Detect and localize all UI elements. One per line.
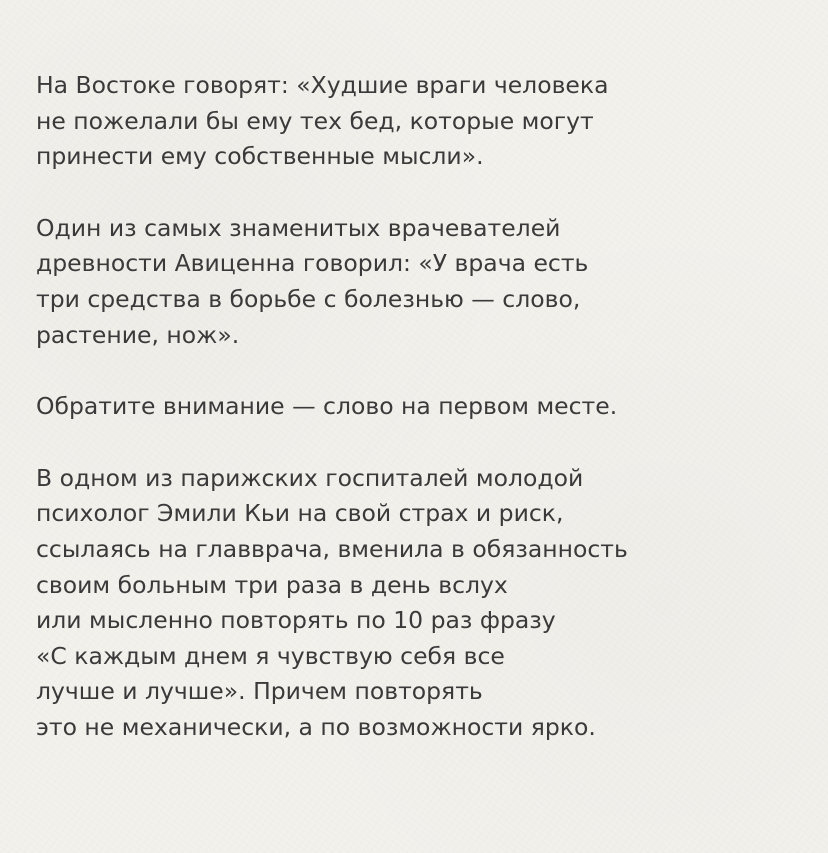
text-line: «С каждым днем я чувствую себя все bbox=[36, 641, 505, 670]
text-line: не пожелали бы ему тех бед, которые могут bbox=[36, 106, 594, 135]
text-line: три средства в борьбе с болезнью — слово, bbox=[36, 284, 581, 313]
text-line: психолог Эмили Кьи на свой страх и риск, bbox=[36, 499, 564, 528]
paragraph-eastern-saying bbox=[36, 68, 808, 175]
text-line: или мысленно повторять по 10 раз фразу bbox=[36, 606, 556, 635]
text-line: Обратите внимание — слово на первом месте. bbox=[36, 392, 618, 421]
paragraph-paris-hospital bbox=[36, 461, 808, 746]
text-line: растение, нож». bbox=[36, 320, 240, 349]
text-line: древности Авиценна говорил: «У врача есть bbox=[36, 249, 589, 278]
text-line: Один из самых знаменитых врачевателей bbox=[36, 213, 561, 242]
text-line: На Востоке говорят: «Худшие враги человека bbox=[36, 71, 609, 99]
paragraph-avicenna bbox=[36, 211, 808, 353]
text-line: ссылаясь на главврача, вменила в обязанность bbox=[36, 534, 628, 563]
text-line: своим больным три раза в день вслух bbox=[36, 570, 508, 599]
text-line: принести ему собственные мысли». bbox=[36, 142, 484, 171]
paragraph-word-first bbox=[36, 389, 808, 425]
text-line: В одном из парижских госпиталей молодой bbox=[36, 463, 584, 492]
text-line: лучше и лучше». Причем повторять bbox=[36, 677, 483, 706]
text-line: это не механически, а по возможности ярко. bbox=[36, 712, 596, 741]
